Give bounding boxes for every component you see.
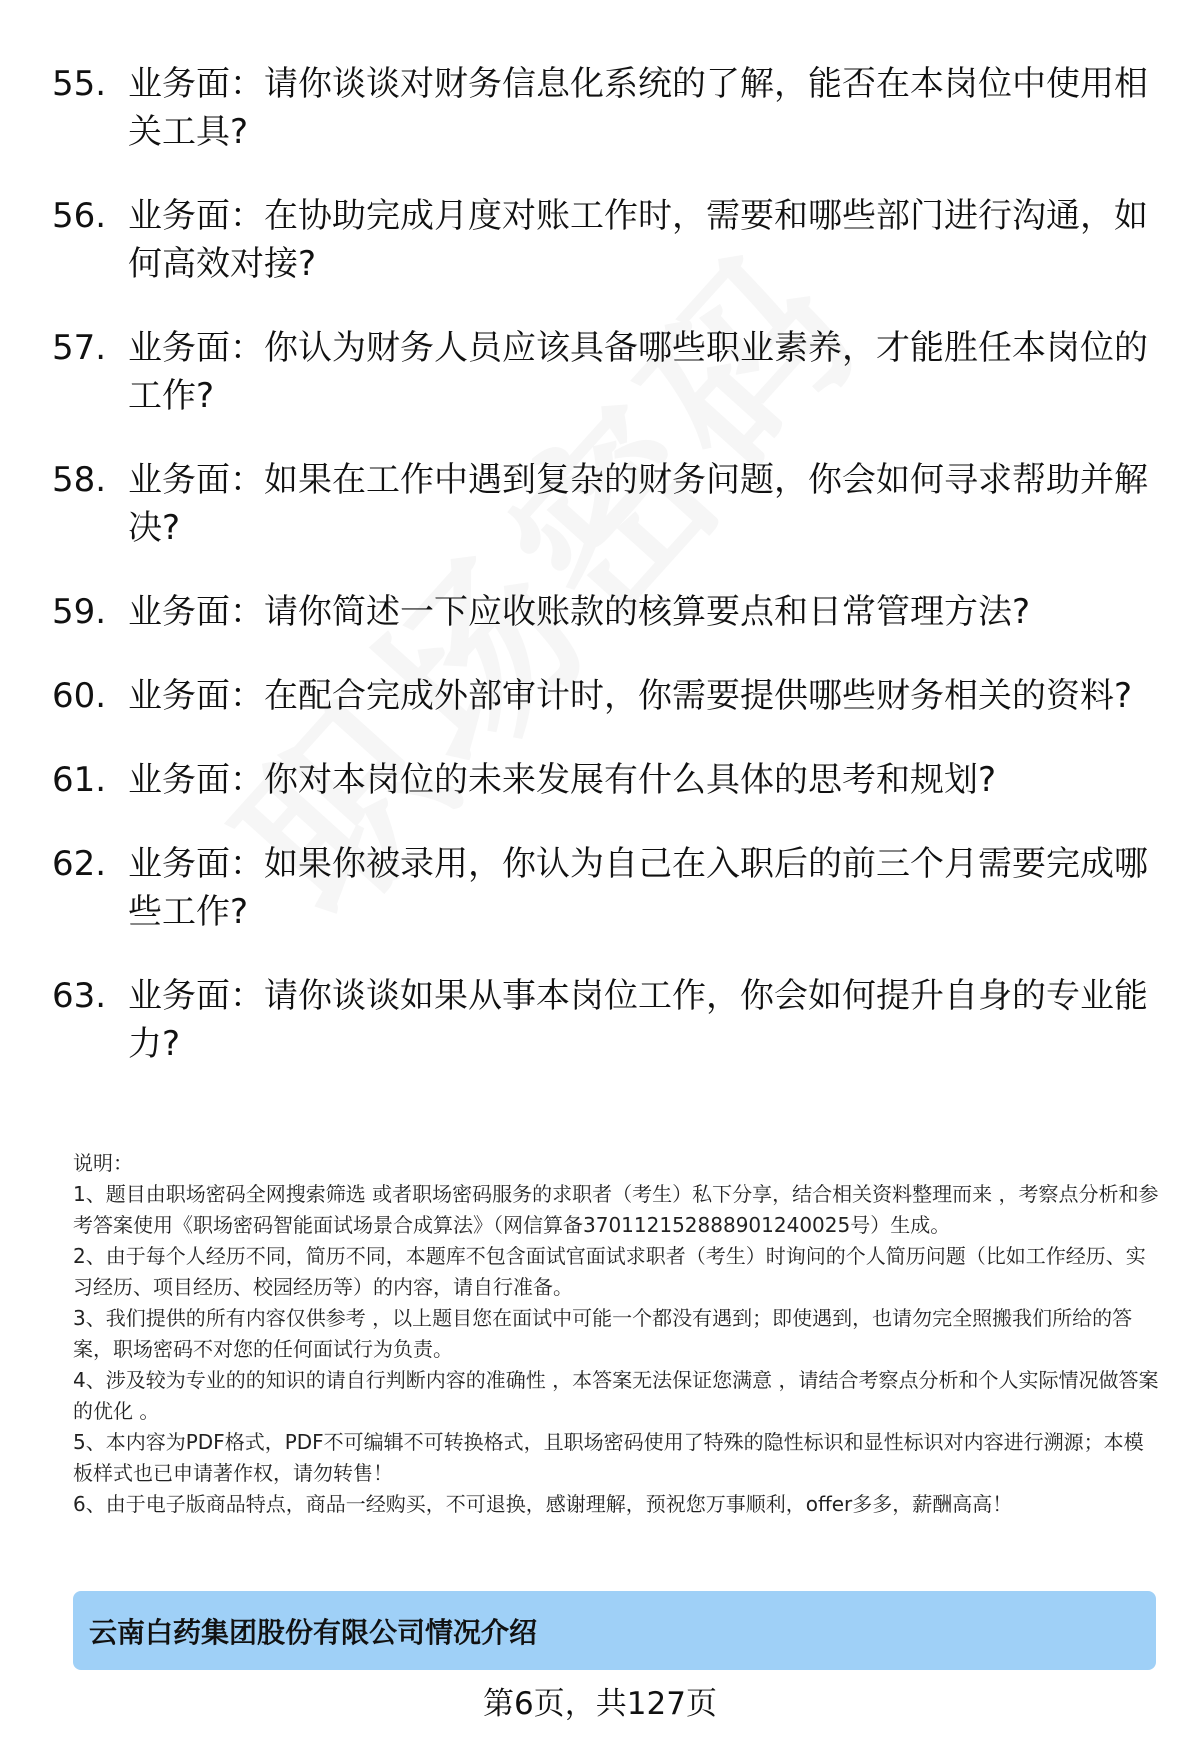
question-number: 60. [52, 676, 107, 716]
question-number: 55. [52, 64, 107, 104]
section-banner [73, 1591, 1156, 1670]
question-item [52, 324, 1152, 420]
question-item [52, 588, 1152, 636]
question-number: 57. [52, 328, 107, 368]
note-item: 3、我们提供的所有内容仅供参考 ，以上题目您在面试中可能一个都没有遇到；即使遇到，也请勿完全照搬我们所给的答案，职场密码不对您的任何面试行为负责。 [73, 1306, 1133, 1361]
section-banner-title: 云南白药集团股份有限公司情况介绍 [89, 1615, 538, 1649]
question-text: 业务面：在协助完成月度对账工作时，需要和哪些部门进行沟通，如何高效对接? [128, 196, 1148, 284]
notes-section [73, 1148, 1163, 1520]
question-item [52, 756, 1152, 804]
question-item [52, 192, 1152, 288]
question-text: 业务面：请你谈谈如果从事本岗位工作，你会如何提升自身的专业能力? [128, 976, 1148, 1064]
page-number: 第6页，共127页 [483, 1686, 717, 1722]
question-number: 59. [52, 592, 107, 632]
note-item: 4、涉及较为专业的的知识的请自行判断内容的准确性 ，本答案无法保证您满意 ，请结合考察点分析和个人实际情况做答案的优化 。 [73, 1368, 1159, 1423]
question-item [52, 672, 1152, 720]
question-text: 业务面：如果在工作中遇到复杂的财务问题，你会如何寻求帮助并解决? [128, 460, 1148, 548]
question-item [52, 972, 1152, 1068]
question-list [52, 60, 1152, 1104]
note-item: 2、由于每个人经历不同，简历不同，本题库不包含面试官面试求职者（考生）时询问的个人简历问题（比如工作经历、实习经历、项目经历、校园经历等）的内容，请自行准备。 [73, 1244, 1146, 1299]
question-text: 业务面：在配合完成外部审计时，你需要提供哪些财务相关的资料? [128, 676, 1133, 716]
note-item: 1、题目由职场密码全网搜索筛选 或者职场密码服务的求职者（考生）私下分享，结合相关资料整理而来 ，考察点分析和参考答案使用《职场密码智能面试场景合成算法》（网信算备370112152888901240025号）生成。 [73, 1182, 1159, 1237]
question-item [52, 840, 1152, 936]
question-text: 业务面：请你谈谈对财务信息化系统的了解，能否在本岗位中使用相关工具? [128, 64, 1148, 152]
question-number: 63. [52, 976, 107, 1016]
question-item [52, 60, 1152, 156]
question-number: 56. [52, 196, 107, 236]
question-number: 62. [52, 844, 107, 884]
note-item: 6、由于电子版商品特点，商品一经购买，不可退换，感谢理解，预祝您万事顺利，offer多多，薪酬高高！ [73, 1492, 1013, 1516]
question-text: 业务面：请你简述一下应收账款的核算要点和日常管理方法? [128, 592, 1031, 632]
question-number: 58. [52, 460, 107, 500]
notes-title: 说明： [73, 1151, 133, 1175]
question-text: 业务面：你认为财务人员应该具备哪些职业素养，才能胜任本岗位的工作? [128, 328, 1148, 416]
note-item: 5、本内容为PDF格式，PDF不可编辑不可转换格式，且职场密码使用了特殊的隐性标识和显性标识对内容进行溯源；本模板样式也已申请著作权，请勿转售！ [73, 1430, 1144, 1485]
question-text: 业务面：你对本岗位的未来发展有什么具体的思考和规划? [128, 760, 997, 800]
question-item [52, 456, 1152, 552]
question-text: 业务面：如果你被录用，你认为自己在入职后的前三个月需要完成哪些工作? [128, 844, 1148, 932]
question-number: 61. [52, 760, 107, 800]
